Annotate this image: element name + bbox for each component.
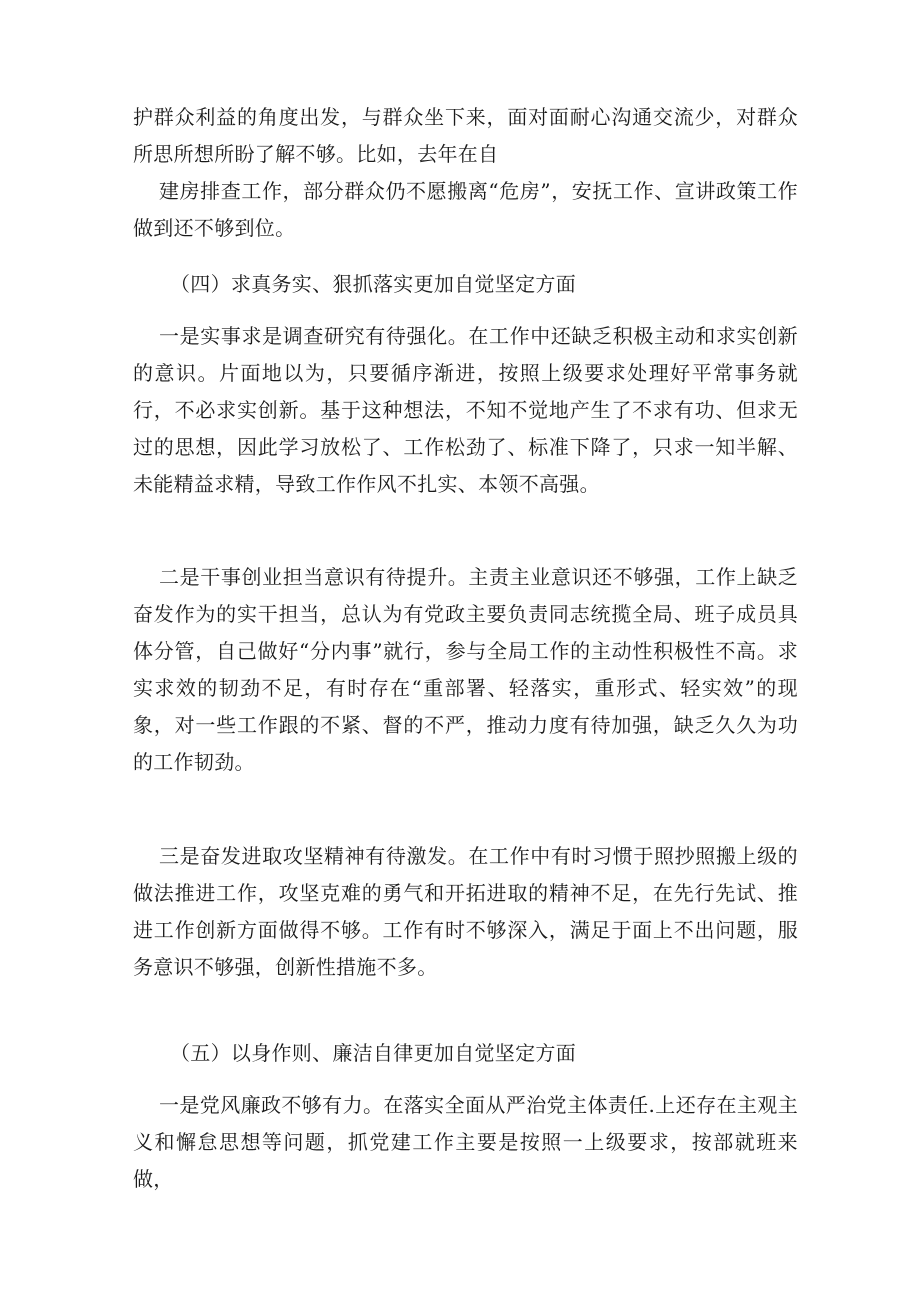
paragraph-point-two-responsibility: 二是干事创业担当意识有待提升。主责主业意识还不够强，工作上缺乏奋发作为的实干担当，总认为有党政主要负责同志统揽全局、班子成员具体分管，自己做好“分内事”就行，参与全局工作的主动性积极性不高。求实求效的韧劲不足，有时存在“重部署、轻落实，重形式、轻实效”的现象，对一些工作跟的不紧、督的不严，推动力度有待加强，缺乏久久为功的工作韧劲。 <box>133 565 798 774</box>
paragraph-continued-top: 护群众利益的角度出发，与群众坐下来，面对面耐心沟通交流少，对群众所思所想所盼了解不够。比如，去年在自 <box>133 105 798 166</box>
paragraph-point-three-innovation: 三是奋发进取攻坚精神有待激发。在工作中有时习惯于照抄照搬上级的做法推进工作，攻坚克难的勇气和开拓进取的精神不足，在先行先试、推进工作创新方面做得不够。工作有时不够深入，满足于面上不出问题，服务意识不够强，创新性措施不多。 <box>133 844 798 979</box>
paragraph-point-one-research: 一是实事求是调查研究有待强化。在工作中还缺乏积极主动和求实创新的意识。片面地以为，只要循序渐进，按照上级要求处理好平常事务就行，不必求实创新。基于这种想法，不知不觉地产生了不求有功、但求无过的思想，因此学习放松了、工作松劲了、标准下降了，只求一知半解、未能精益求精，导致工作作风不扎实、本领不高强。 <box>133 324 798 496</box>
paragraph-point-one-integrity: 一是党风廉政不够有力。在落实全面从严治党主体责任.上还存在主观主义和懈怠思想等问题，抓党建工作主要是按照一上级要求，按部就班来做， <box>133 1093 798 1191</box>
paragraph-house-inspection: 建房排查工作，部分群众仍不愿搬离“危房”，安抚工作、宣讲政策工作做到还不够到位。 <box>133 179 798 240</box>
section-heading-4: （四）求真务实、狠抓落实更加自觉坚定方面 <box>170 272 576 296</box>
section-heading-5: （五）以身作则、廉洁自律更加自觉坚定方面 <box>170 1041 576 1065</box>
